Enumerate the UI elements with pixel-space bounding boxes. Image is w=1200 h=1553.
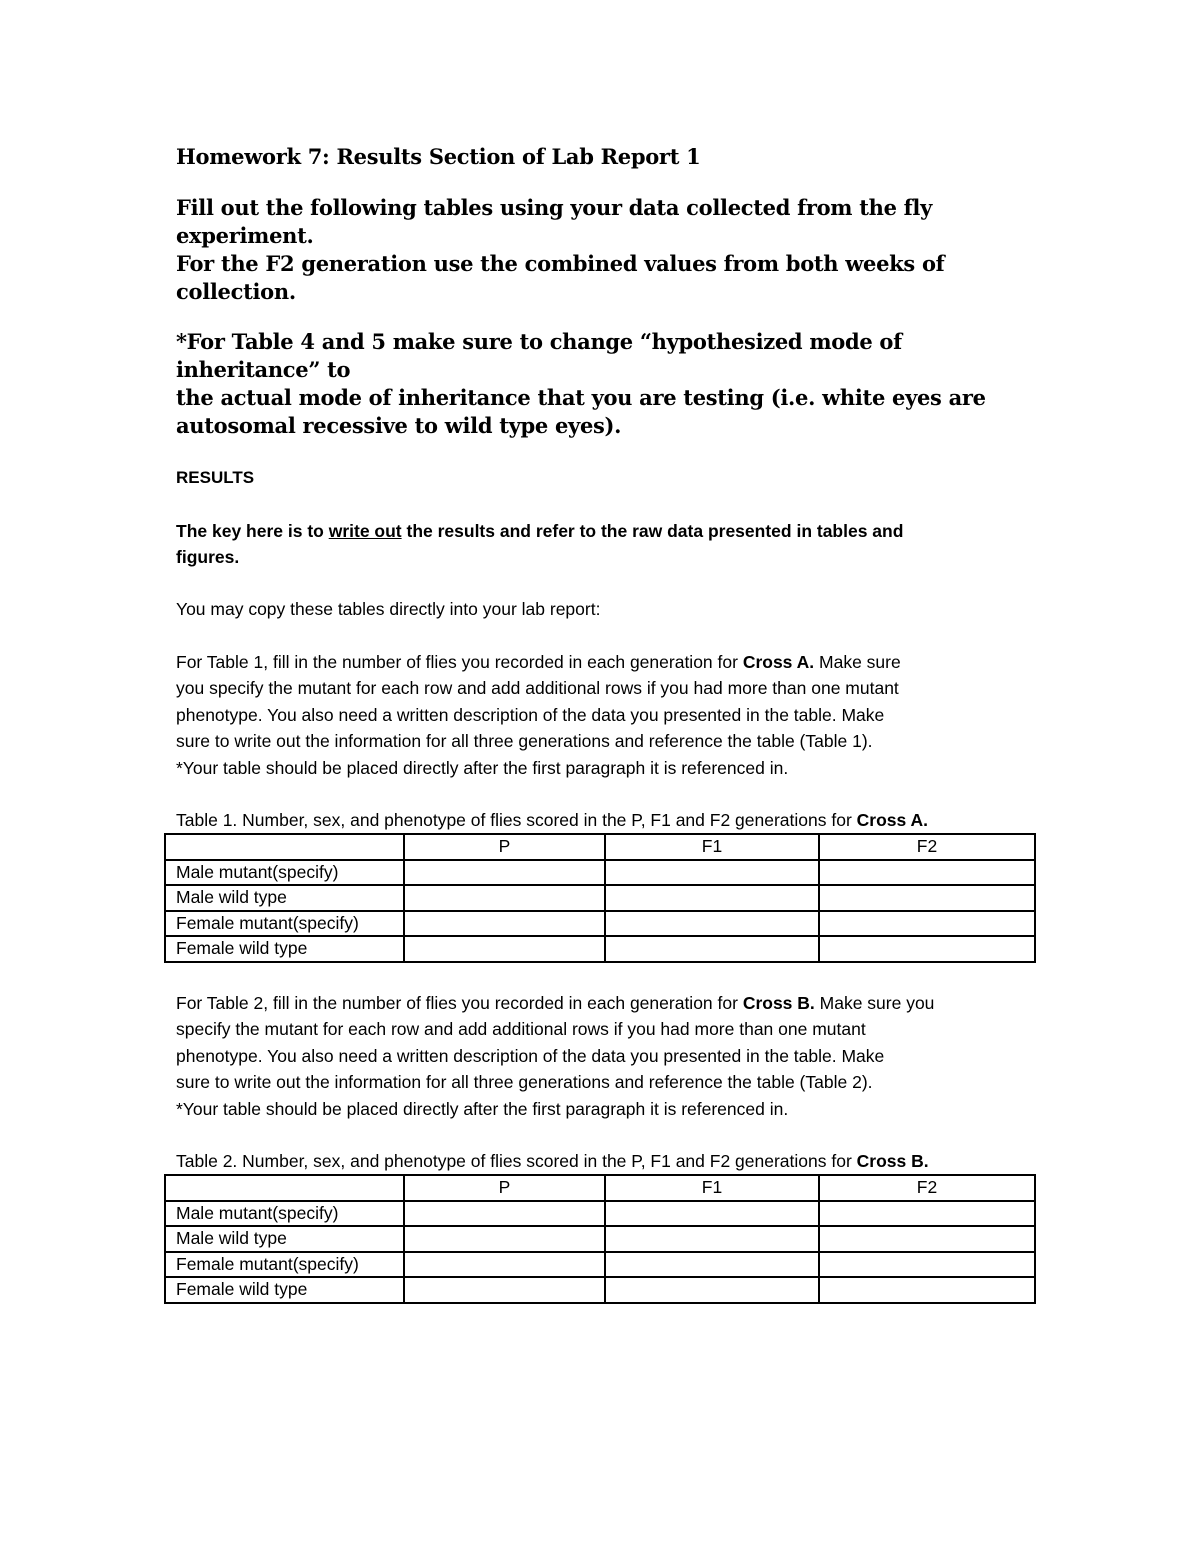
data-cell[interactable] (605, 1252, 819, 1278)
instruction-text: Make sure (814, 651, 901, 672)
row-label: Female mutant(specify) (165, 911, 404, 937)
data-cell[interactable] (404, 1252, 605, 1278)
row-label: Female wild type (165, 1277, 404, 1303)
header-cell-blank (165, 1175, 404, 1201)
header-cell-f2: F2 (819, 834, 1035, 860)
table-row (165, 860, 1035, 886)
key-line: figures. (176, 547, 240, 567)
cross-label: Cross A. (856, 810, 928, 830)
instruction-line: sure to write out the information for all three generations and reference the table (Table 1). (176, 731, 873, 751)
key-text-post: the results and refer to the raw data presented in tables and (401, 521, 904, 541)
header-cell-f1: F1 (605, 834, 819, 860)
table1-caption (176, 807, 1036, 833)
table-row (165, 911, 1035, 937)
row-label: Male wild type (165, 1226, 404, 1252)
data-cell[interactable] (819, 936, 1035, 962)
intro-line: Fill out the following tables using your data collected from the fly experiment. (176, 195, 932, 248)
instruction-line: phenotype. You also need a written description of the data you presented in the table. Make (176, 704, 885, 725)
cross-label: Cross B. (856, 1151, 929, 1171)
header-cell-p: P (404, 1175, 605, 1201)
table2-instructions (176, 990, 1036, 1123)
note-line: the actual mode of inheritance that you are testing (i.e. white eyes are (176, 385, 986, 410)
key-statement (176, 518, 1036, 570)
table-row (165, 1201, 1035, 1227)
copy-note: You may copy these tables directly into your lab report: (176, 599, 601, 619)
instruction-text: Make sure you (814, 992, 935, 1013)
data-cell[interactable] (404, 911, 605, 937)
data-cell[interactable] (404, 860, 605, 886)
data-cell[interactable] (404, 1201, 605, 1227)
instruction-line (176, 649, 1036, 676)
table-row (165, 885, 1035, 911)
table2 (164, 1174, 1036, 1304)
data-cell[interactable] (605, 1201, 819, 1227)
instruction-line: *Your table should be placed directly after the first paragraph it is referenced in. (176, 1098, 789, 1119)
key-text-pre: The key here is to (176, 521, 329, 541)
inheritance-note (176, 328, 1036, 440)
data-cell[interactable] (605, 860, 819, 886)
row-label: Female mutant(specify) (165, 1252, 404, 1278)
instruction-line: specify the mutant for each row and add additional rows if you had more than one mutant (176, 1019, 866, 1039)
data-cell[interactable] (605, 936, 819, 962)
note-line: *For Table 4 and 5 make sure to change “hypothesized mode of inheritance” to (176, 329, 902, 382)
instruction-line (176, 990, 1036, 1017)
header-cell-p: P (404, 834, 605, 860)
instruction-text: For Table 2, fill in the number of flies you recorded in each generation for (176, 992, 743, 1013)
data-cell[interactable] (819, 1201, 1035, 1227)
data-cell[interactable] (404, 936, 605, 962)
cross-label: Cross A. (742, 651, 815, 672)
data-cell[interactable] (404, 885, 605, 911)
instruction-line: sure to write out the information for all three generations and reference the table (Table 2). (176, 1072, 873, 1092)
data-cell[interactable] (605, 1277, 819, 1303)
data-cell[interactable] (819, 911, 1035, 937)
document-title: Homework 7: Results Section of Lab Report 1 (176, 144, 701, 169)
header-cell-f2: F2 (819, 1175, 1035, 1201)
intro-line: For the F2 generation use the combined values from both weeks of collection. (176, 251, 945, 304)
cross-label: Cross B. (742, 992, 815, 1013)
row-label: Male mutant(specify) (165, 860, 404, 886)
table-row (165, 1226, 1035, 1252)
data-cell[interactable] (819, 1226, 1035, 1252)
data-cell[interactable] (819, 860, 1035, 886)
data-cell[interactable] (605, 911, 819, 937)
table1 (164, 833, 1036, 963)
header-cell-blank (165, 834, 404, 860)
instruction-line: phenotype. You also need a written description of the data you presented in the table. Make (176, 1045, 885, 1066)
note-line: autosomal recessive to wild type eyes). (176, 413, 622, 438)
table-row (165, 1252, 1035, 1278)
key-line (176, 518, 1036, 544)
data-cell[interactable] (819, 1252, 1035, 1278)
caption-text: Table 2. Number, sex, and phenotype of flies scored in the P, F1 and F2 generations for (176, 1151, 857, 1171)
data-cell[interactable] (605, 885, 819, 911)
table-header-row (165, 1175, 1035, 1201)
row-label: Female wild type (165, 936, 404, 962)
data-cell[interactable] (404, 1226, 605, 1252)
caption-text: Table 1. Number, sex, and phenotype of flies scored in the P, F1 and F2 generations for (176, 810, 857, 830)
table-row (165, 1277, 1035, 1303)
header-cell-f1: F1 (605, 1175, 819, 1201)
data-cell[interactable] (819, 885, 1035, 911)
row-label: Male wild type (165, 885, 404, 911)
row-label: Male mutant(specify) (165, 1201, 404, 1227)
data-cell[interactable] (819, 1277, 1035, 1303)
results-heading: RESULTS (176, 468, 255, 487)
intro-block (176, 194, 1036, 306)
instruction-line: you specify the mutant for each row and add additional rows if you had more than one mutant (176, 678, 899, 698)
table-row (165, 936, 1035, 962)
table1-instructions (176, 649, 1036, 782)
instruction-line: *Your table should be placed directly after the first paragraph it is referenced in. (176, 757, 789, 778)
data-cell[interactable] (404, 1277, 605, 1303)
key-text-underlined: write out (328, 521, 402, 541)
table-header-row (165, 834, 1035, 860)
table2-caption (176, 1148, 1036, 1174)
data-cell[interactable] (605, 1226, 819, 1252)
document-page (176, 140, 1036, 1304)
instruction-text: For Table 1, fill in the number of flies you recorded in each generation for (176, 651, 743, 672)
